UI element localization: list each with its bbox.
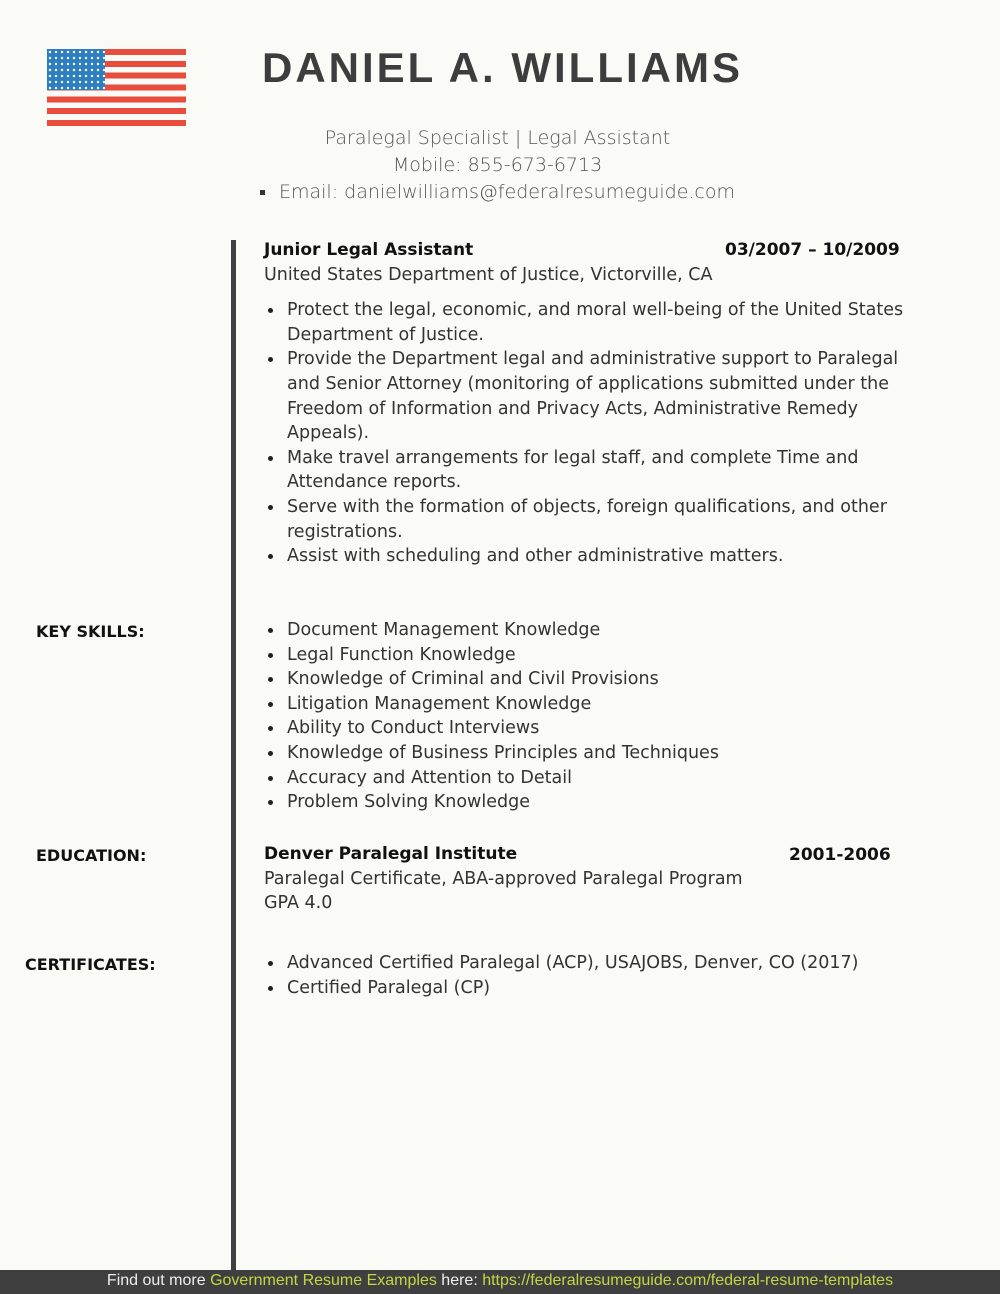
certificates-label: CERTIFICATES: bbox=[25, 955, 156, 974]
list-item: Advanced Certified Paralegal (ACP), USAJOBS, Denver, CO (2017) bbox=[264, 951, 934, 976]
email: Email: danielwilliams@federalresumeguide.com bbox=[278, 181, 736, 203]
list-item: Provide the Department legal and administrative support to Paralegal and Senior Attorney (monitoring of applications submitted under the Freedom of Information and Privacy Acts, Administrative Remedy Appeals). bbox=[264, 347, 934, 445]
government-resume-examples-link[interactable]: Government Resume Examples bbox=[210, 1272, 437, 1289]
candidate-name: DANIEL A. WILLIAMS bbox=[262, 44, 743, 91]
divider-line bbox=[231, 240, 236, 1272]
list-item: Document Management Knowledge bbox=[264, 618, 934, 643]
experience-section bbox=[264, 238, 934, 569]
list-item: Assist with scheduling and other administrative matters. bbox=[264, 544, 934, 569]
templates-link[interactable]: https://federalresumeguide.com/federal-resume-templates bbox=[482, 1272, 894, 1289]
program: Paralegal Certificate, ABA-approved Paralegal Program bbox=[264, 868, 743, 889]
skills-label: KEY SKILLS: bbox=[36, 622, 145, 641]
experience-role: Junior Legal Assistant bbox=[264, 240, 474, 260]
list-item: Litigation Management Knowledge bbox=[264, 692, 934, 717]
experience-dates: 03/2007 – 10/2009 bbox=[725, 240, 900, 260]
square-bullet-icon bbox=[260, 190, 265, 195]
education-dates: 2001-2006 bbox=[789, 845, 891, 865]
gpa: GPA 4.0 bbox=[264, 893, 333, 914]
us-flag-icon bbox=[47, 49, 186, 126]
footer-bar bbox=[0, 1270, 1000, 1294]
education-label: EDUCATION: bbox=[36, 846, 147, 865]
list-item: Problem Solving Knowledge bbox=[264, 790, 934, 815]
flag-canton bbox=[47, 49, 105, 90]
footer-text: Find out more bbox=[106, 1272, 211, 1289]
list-item: Knowledge of Criminal and Civil Provisions bbox=[264, 667, 934, 692]
list-item: Knowledge of Business Principles and Techniques bbox=[264, 741, 934, 766]
mobile: Mobile: 855-673-6713 bbox=[392, 154, 603, 176]
email-line bbox=[0, 181, 995, 203]
list-item: Serve with the formation of objects, foreign qualifications, and other registrations. bbox=[264, 495, 934, 544]
certificates-section bbox=[264, 951, 934, 1000]
list-item: Legal Function Knowledge bbox=[264, 643, 934, 668]
list-item: Accuracy and Attention to Detail bbox=[264, 766, 934, 791]
experience-org: United States Department of Justice, Victorville, CA bbox=[264, 264, 713, 285]
experience-bullets bbox=[264, 298, 934, 569]
list-item: Ability to Conduct Interviews bbox=[264, 716, 934, 741]
footer-text: here: bbox=[436, 1272, 483, 1289]
list-item: Certified Paralegal (CP) bbox=[264, 976, 934, 1001]
list-item: Protect the legal, economic, and moral well-being of the United States Department of Justice. bbox=[264, 298, 934, 347]
list-item: Make travel arrangements for legal staff, and complete Time and Attendance reports. bbox=[264, 446, 934, 495]
school: Denver Paralegal Institute bbox=[264, 844, 518, 864]
job-title: Paralegal Specialist | Legal Assistant bbox=[324, 127, 671, 149]
skills-section bbox=[264, 618, 934, 815]
